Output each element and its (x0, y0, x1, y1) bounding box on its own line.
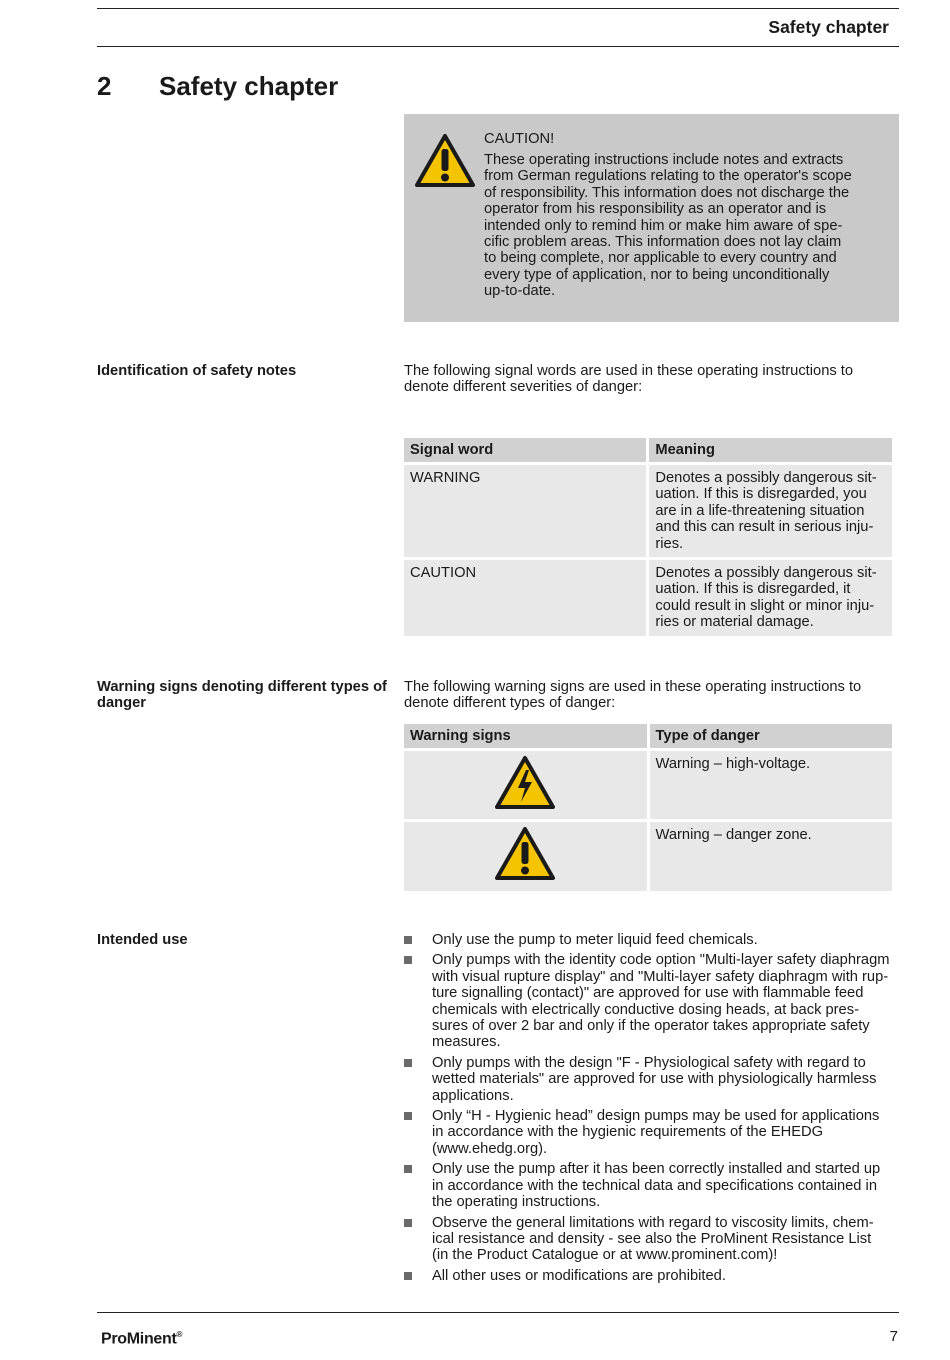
caution-line: These operating instructions include notes and extracts (484, 152, 844, 168)
table-row (404, 822, 892, 890)
chapter-title: Safety chapter (159, 71, 339, 101)
intended-use-label: Intended use (97, 932, 188, 948)
caution-line: to being complete, nor applicable to every country and (484, 250, 837, 267)
item-line: applications. (432, 1087, 514, 1104)
meaning-line: could result in slight or minor inju- (655, 597, 875, 614)
list-item (404, 1055, 899, 1104)
list-item (404, 952, 899, 1050)
footer-rule (97, 1312, 899, 1313)
label-line: danger (97, 695, 146, 712)
caution-line: of responsibility. This information does not discharge the (484, 184, 850, 201)
item-line: measures. (432, 1034, 501, 1051)
logo-registered-mark: ® (176, 1330, 183, 1339)
list-item (404, 1161, 899, 1210)
meaning-line: uation. If this is disregarded, you (655, 486, 867, 503)
warning-sign-cell (404, 822, 647, 890)
caution-line: up-to-date. (484, 283, 556, 300)
list-item (404, 932, 899, 948)
item-line: Only use the pump to meter liquid feed chemicals. (432, 932, 758, 948)
caution-notice-box (404, 114, 899, 322)
item-line: ical resistance and density - see also the ProMinent Resistance List (432, 1230, 872, 1247)
identification-intro (404, 363, 889, 396)
intro-line: The following warning signs are used in these operating instructions to (404, 679, 862, 695)
item-line: Only use the pump after it has been correctly installed and started up (432, 1161, 881, 1178)
label-line: Warning signs denoting different types of (97, 679, 387, 695)
table-header-row (404, 724, 892, 748)
page-number: 7 (889, 1328, 898, 1345)
item-line: ture signalling (contact)" are approved for use with flammable feed (432, 985, 864, 1002)
caution-heading: CAUTION! (484, 131, 555, 147)
logo-text: ProMinent (101, 1330, 177, 1348)
item-line: the operating instructions. (432, 1194, 601, 1211)
item-line: chemicals with electrically conductive dosing heads, at back pres- (432, 1001, 859, 1018)
bullet-square-icon (404, 1219, 412, 1227)
caution-line: every type of application, nor to being unconditionally (484, 266, 830, 283)
column-header-warning-signs: Warning signs (404, 724, 647, 748)
column-header-type-of-danger: Type of danger (650, 724, 892, 748)
item-line: sures of over 2 bar and only if the operator takes appropriate safety (432, 1018, 870, 1035)
column-header-meaning: Meaning (649, 438, 892, 462)
item-line: (www.ehedg.org). (432, 1140, 548, 1157)
signal-word-cell: CAUTION (404, 560, 646, 636)
danger-zone-warning-icon (494, 826, 556, 882)
header-top-rule (97, 8, 899, 9)
bullet-square-icon (404, 1272, 412, 1280)
meaning-line: ries or material damage. (655, 614, 814, 631)
meaning-cell (649, 465, 892, 557)
column-header-signal-word: Signal word (404, 438, 646, 462)
signal-word-cell: WARNING (404, 465, 646, 557)
warning-sign-cell (404, 751, 647, 819)
list-item (404, 1215, 899, 1264)
item-line: wetted materials" are approved for use with physiologically harmless (432, 1071, 877, 1088)
item-line: Only pumps with the design "F - Physiological safety with regard to (432, 1054, 866, 1071)
item-line: in accordance with the hygienic requirements of the EHEDG (432, 1124, 824, 1141)
meaning-line: uation. If this is disregarded, it (655, 581, 851, 598)
high-voltage-warning-icon (494, 755, 556, 811)
caution-line: intended only to remind him or make him aware of spe- (484, 217, 843, 234)
identification-label: Identification of safety notes (97, 363, 297, 379)
meaning-line: and this can result in serious inju- (655, 519, 874, 536)
warning-signs-label (97, 679, 387, 712)
caution-line: from German regulations relating to the operator's scope (484, 168, 852, 185)
header-rule (97, 46, 899, 47)
item-line: Only “H - Hygienic head” design pumps may be used for applications (432, 1108, 880, 1125)
bullet-square-icon (404, 1165, 412, 1173)
bullet-square-icon (404, 1112, 412, 1120)
table-row (404, 560, 892, 636)
item-line: in accordance with the technical data and specifications contained in (432, 1177, 877, 1194)
table-row (404, 751, 892, 819)
caution-text (484, 152, 879, 300)
meaning-line: are in a life-threatening situation (655, 502, 865, 519)
caution-line: operator from his responsibility as an operator and is (484, 201, 827, 218)
bullet-square-icon (404, 956, 412, 964)
caution-line: cific problem areas. This information does not lay claim (484, 234, 842, 251)
table-row (404, 465, 892, 557)
signal-word-table (401, 435, 895, 639)
bullet-square-icon (404, 936, 412, 944)
intro-line: denote different severities of danger: (404, 379, 643, 396)
intro-line: denote different types of danger: (404, 695, 616, 712)
chapter-number: 2 (97, 71, 112, 101)
item-line: Observe the general limitations with regard to viscosity limits, chem- (432, 1214, 874, 1231)
item-line: Only pumps with the identity code option "Multi-layer safety diaphragm (432, 952, 890, 969)
meaning-line: Denotes a possibly dangerous sit- (655, 470, 877, 486)
warning-signs-intro (404, 679, 889, 712)
table-header-row (404, 438, 892, 462)
meaning-line: Denotes a possibly dangerous sit- (655, 565, 877, 582)
type-of-danger-cell: Warning – high-voltage. (650, 751, 892, 819)
bullet-square-icon (404, 1059, 412, 1067)
running-header-title: Safety chapter (768, 17, 889, 37)
item-line: (in the Product Catalogue or at www.prominent.com)! (432, 1247, 778, 1264)
list-item (404, 1268, 899, 1284)
prominent-logo (101, 1330, 182, 1348)
list-item (404, 1108, 899, 1157)
intended-use-list (404, 932, 899, 1288)
caution-warning-icon (414, 133, 476, 189)
item-line: All other uses or modifications are prohibited. (432, 1267, 726, 1284)
meaning-line: ries. (655, 535, 684, 552)
intro-line: The following signal words are used in these operating instructions to (404, 363, 854, 379)
item-line: with visual rupture display" and "Multi-layer safety diaphragm with rup- (432, 968, 889, 985)
meaning-cell (649, 560, 892, 636)
warning-signs-table (401, 721, 895, 894)
type-of-danger-cell: Warning – danger zone. (650, 822, 892, 890)
